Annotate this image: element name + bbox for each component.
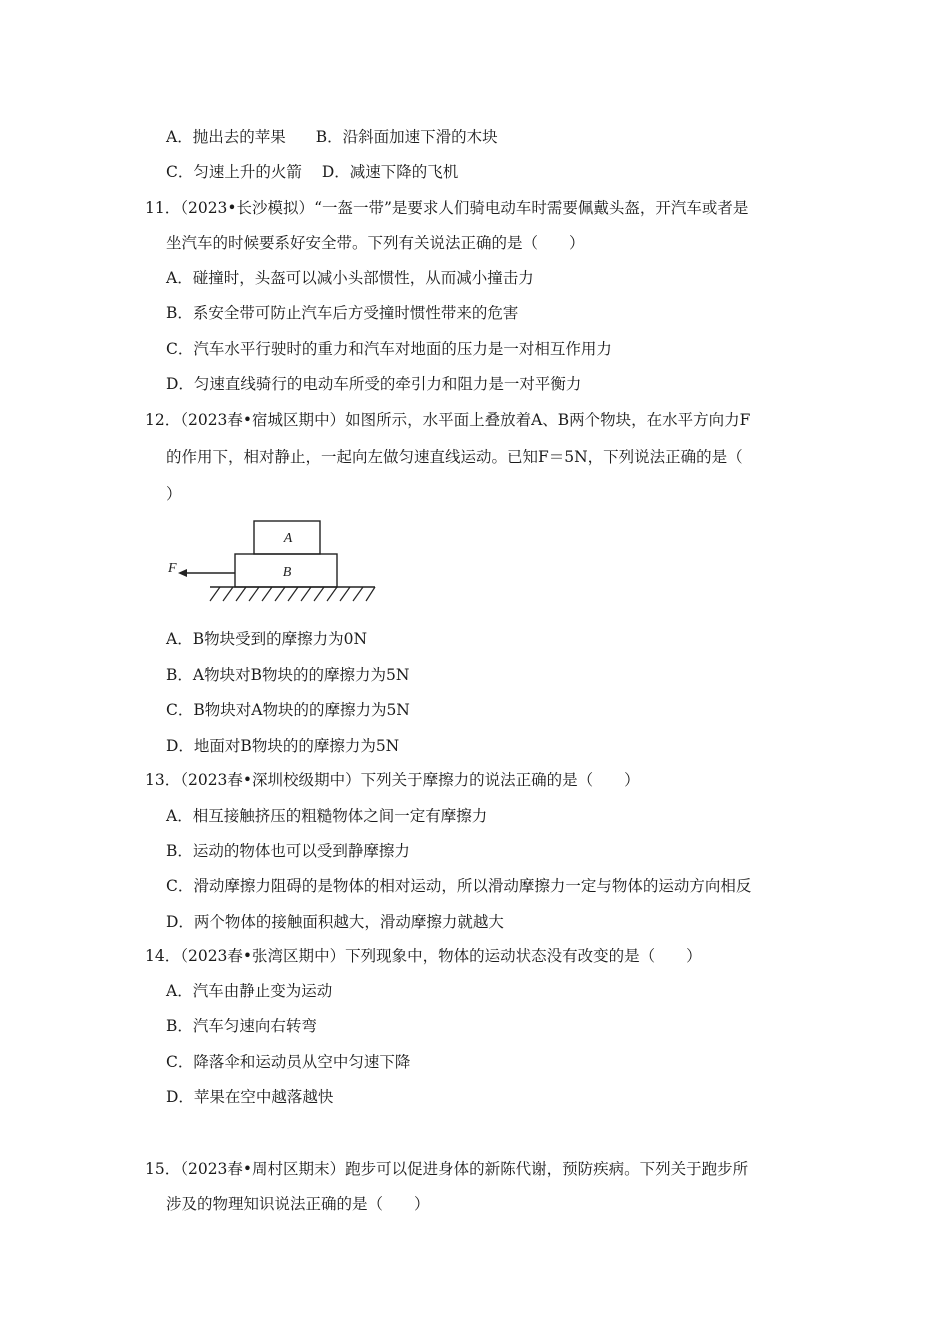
q11-stem-line-1: 11．（2023•长沙模拟）“一盔一带”是要求人们骑电动车时需要佩戴头盔，开汽车或者是	[145, 199, 749, 217]
q12-stem-line-3: ）	[166, 485, 182, 503]
q12-option-b: B．A物块对B物块的的摩擦力为5N	[166, 666, 410, 684]
q10-options-row-1	[166, 127, 498, 147]
q14-option-b: B．汽车匀速向右转弯	[166, 1017, 317, 1035]
q11-option-c: C．汽车水平行驶时的重力和汽车对地面的压力是一对相互作用力	[166, 340, 612, 358]
q14-stem-line-1: 14．（2023春•张湾区期中）下列现象中，物体的运动状态没有改变的是（ ）	[145, 947, 702, 965]
q10-option-c: C．匀速上升的火箭	[166, 163, 302, 181]
block-a-label: A	[283, 531, 293, 546]
q11-stem-line-2: 坐汽车的时候要系好安全带。下列有关说法正确的是（ ）	[166, 234, 585, 252]
q15-stem-line-2: 涉及的物理知识说法正确的是（ ）	[166, 1195, 430, 1213]
q13-option-a: A．相互接触挤压的粗糙物体之间一定有摩擦力	[166, 807, 488, 825]
q13-option-c: C．滑动摩擦力阻碍的是物体的相对运动，所以滑动摩擦力一定与物体的运动方向相反	[166, 877, 752, 895]
q12-stem-line-2: 的作用下，相对静止，一起向左做匀速直线运动。已知F＝5N，下列说法正确的是（	[166, 448, 743, 466]
q13-option-b: B．运动的物体也可以受到静摩擦力	[166, 842, 410, 860]
q14-option-a: A．汽车由静止变为运动	[166, 982, 333, 1000]
q13-stem-line-1: 13．（2023春•深圳校级期中）下列关于摩擦力的说法正确的是（ ）	[145, 771, 640, 789]
q12-figure-blocks	[160, 515, 390, 610]
q12-option-d: D．地面对B物块的的摩擦力为5N	[166, 737, 400, 755]
force-arrow-head	[178, 569, 187, 577]
ground-hatching	[210, 587, 375, 601]
q12-stem-line-1: 12．（2023春•宿城区期中）如图所示，水平面上叠放着A、B两个物块，在水平方向力F	[145, 411, 751, 429]
force-label: F	[168, 561, 177, 576]
q15-stem-line-1: 15．（2023春•周村区期末）跑步可以促进身体的新陈代谢，预防疾病。下列关于跑步所	[145, 1160, 749, 1178]
q13-option-d: D．两个物体的接触面积越大，滑动摩擦力就越大	[166, 913, 504, 931]
block-b-label: B	[282, 565, 292, 580]
q10-option-d: D．减速下降的飞机	[321, 163, 459, 181]
q10-option-a: A．抛出去的苹果	[166, 128, 286, 146]
q14-option-c: C．降落伞和运动员从空中匀速下降	[166, 1053, 411, 1071]
q10-options-row-2	[166, 162, 458, 182]
q10-option-b: B．沿斜面加速下滑的木块	[315, 128, 498, 146]
q11-option-d: D．匀速直线骑行的电动车所受的牵引力和阻力是一对平衡力	[166, 375, 582, 393]
q12-option-c: C．B物块对A物块的的摩擦力为5N	[166, 701, 410, 719]
q11-option-b: B．系安全带可防止汽车后方受撞时惯性带来的危害	[166, 304, 519, 322]
q14-option-d: D．苹果在空中越落越快	[166, 1088, 334, 1106]
q11-option-a: A．碰撞时，头盔可以减小头部惯性，从而减小撞击力	[166, 269, 534, 287]
q12-option-a: A．B物块受到的摩擦力为0N	[166, 630, 368, 648]
